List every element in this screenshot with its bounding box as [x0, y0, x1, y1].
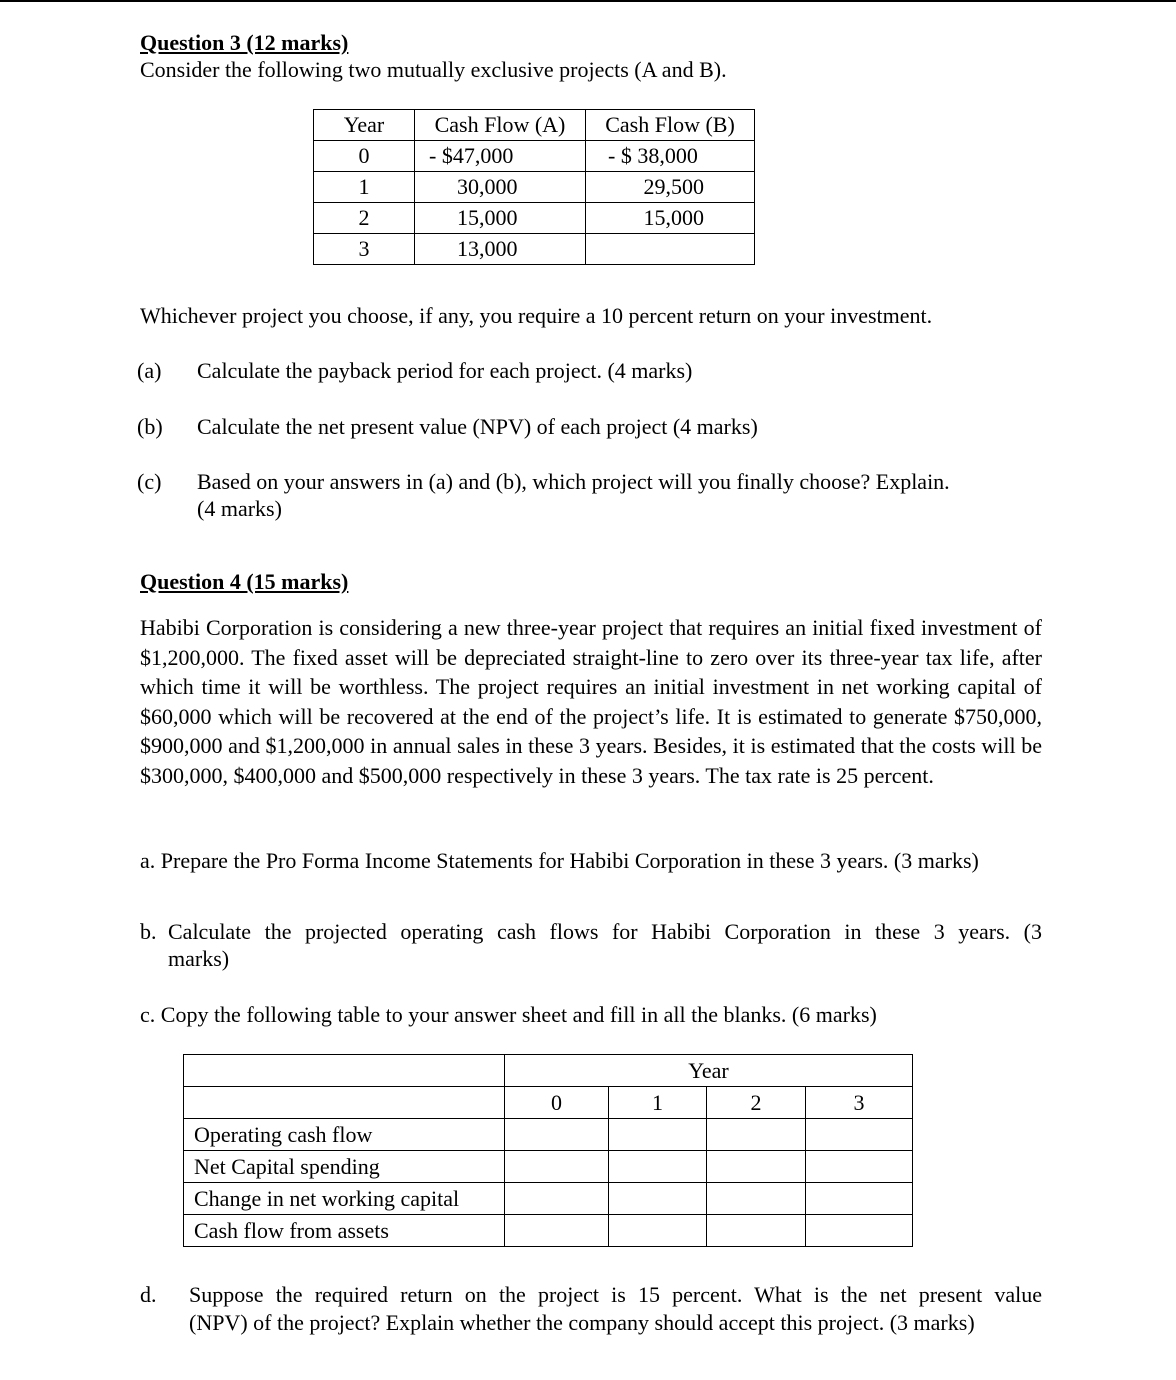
q4-part-b-label: b.: [140, 919, 157, 944]
year-cell: 2: [314, 203, 415, 234]
blank-cell: [806, 1215, 913, 1247]
blank-cell: [609, 1119, 707, 1151]
q4-heading: [140, 567, 348, 596]
q4-part-d-line1: Suppose the required return on the project is 15 percent. What is the net present value: [189, 1282, 1042, 1307]
cash-flow-a-cell: 30,000: [415, 172, 586, 203]
top-rule: [0, 0, 1176, 2]
blank-cell: [505, 1183, 609, 1215]
blank-cell: [505, 1119, 609, 1151]
year-cell: 3: [314, 234, 415, 265]
year-numbers-row: [184, 1087, 913, 1119]
q3-heading-text: Question 3 (12 marks): [140, 30, 349, 55]
blank-cell: [707, 1119, 806, 1151]
q4-heading-text: Question 4 (15 marks): [140, 569, 349, 594]
q4-part-b-line2: marks): [168, 946, 230, 971]
table-row: [184, 1151, 913, 1183]
blank-cell: [505, 1215, 609, 1247]
table-row: [314, 141, 755, 172]
q3-requirement: Whichever project you choose, if any, you require a 10 percent return on your investment.: [140, 303, 933, 328]
blank-header-cell: [184, 1055, 505, 1087]
blank-cell: [609, 1215, 707, 1247]
part-c-label: (c): [137, 469, 162, 494]
blank-cell: [505, 1151, 609, 1183]
cash-flow-b-cell: - $ 38,000: [586, 141, 755, 172]
blank-cell: [707, 1151, 806, 1183]
blank-cell: [609, 1183, 707, 1215]
blank-cell: [707, 1215, 806, 1247]
blank-header-cell: [184, 1087, 505, 1119]
part-c-line1: Based on your answers in (a) and (b), which project will you finally choose? Explain.: [197, 469, 950, 494]
q4-part-b-line1: Calculate the projected operating cash flows for Habibi Corporation in these 3 years. (3: [168, 919, 1042, 944]
year-0: 0: [505, 1087, 609, 1119]
header-year: Year: [314, 110, 415, 141]
blank-cell: [707, 1183, 806, 1215]
q3-intro: Consider the following two mutually exclusive projects (A and B).: [140, 57, 727, 82]
cash-flow-a-cell: 15,000: [415, 203, 586, 234]
part-c-line2: (4 marks): [197, 496, 282, 521]
table-row: [314, 234, 755, 265]
blank-cell: [806, 1151, 913, 1183]
q4-part-c: c. Copy the following table to your answer sheet and fill in all the blanks. (6 marks): [140, 1002, 877, 1027]
q3-heading: [140, 28, 348, 57]
q4-part-a: a. Prepare the Pro Forma Income Statements for Habibi Corporation in these 3 years. (3 marks): [140, 848, 979, 873]
table-row: [184, 1183, 913, 1215]
table-header-row: [314, 110, 755, 141]
part-a-label: (a): [137, 358, 162, 383]
row-label-change-in-nwc: Change in net working capital: [184, 1183, 505, 1215]
cash-flow-b-cell: [586, 234, 755, 265]
cash-flow-b-cell: 29,500: [586, 172, 755, 203]
year-3: 3: [806, 1087, 913, 1119]
cash-flow-b-cell: 15,000: [586, 203, 755, 234]
q4-paragraph: Habibi Corporation is considering a new three-year project that requires an initial fixed investment of $1,200,000. The fixed asset will be depreciated straight-line to zero over its three-year tax life, after which time it will be worthless. The project requires an initial investment in net working capital of $60,000 which will be recovered at the end of the project’s life. It is estimated to generate $750,000, $900,000 and $1,200,000 in annual sales in these 3 years. Besides, it is estimated that the costs will be $300,000, $400,000 and $500,000 respectively in these 3 years. The tax rate is 25 percent.: [140, 615, 1042, 788]
q4-part-d-line2: (NPV) of the project? Explain whether the company should accept this project. (3 marks): [189, 1310, 975, 1335]
blank-cell: [806, 1119, 913, 1151]
year-1: 1: [609, 1087, 707, 1119]
year-header: Year: [505, 1055, 913, 1087]
year-2: 2: [707, 1087, 806, 1119]
row-label-net-capital-spending: Net Capital spending: [184, 1151, 505, 1183]
cash-flow-table: [313, 109, 755, 265]
part-a-text: Calculate the payback period for each project. (4 marks): [197, 358, 693, 383]
cash-flow-a-cell: - $47,000: [415, 141, 586, 172]
blank-cell: [806, 1183, 913, 1215]
q4-part-d-label: d.: [140, 1282, 157, 1307]
table-row: [314, 203, 755, 234]
part-b-label: (b): [137, 414, 163, 439]
header-cash-flow-a: Cash Flow (A): [415, 110, 586, 141]
table-row: [314, 172, 755, 203]
cash-flow-a-cell: 13,000: [415, 234, 586, 265]
year-header-row: [184, 1055, 913, 1087]
row-label-cash-flow-from-assets: Cash flow from assets: [184, 1215, 505, 1247]
part-b-text: Calculate the net present value (NPV) of each project (4 marks): [197, 414, 758, 439]
header-cash-flow-b: Cash Flow (B): [586, 110, 755, 141]
cash-flow-template-table: [183, 1054, 913, 1247]
blank-cell: [609, 1151, 707, 1183]
year-cell: 0: [314, 141, 415, 172]
row-label-operating-cash-flow: Operating cash flow: [184, 1119, 505, 1151]
year-cell: 1: [314, 172, 415, 203]
table-row: [184, 1119, 913, 1151]
table-row: [184, 1215, 913, 1247]
